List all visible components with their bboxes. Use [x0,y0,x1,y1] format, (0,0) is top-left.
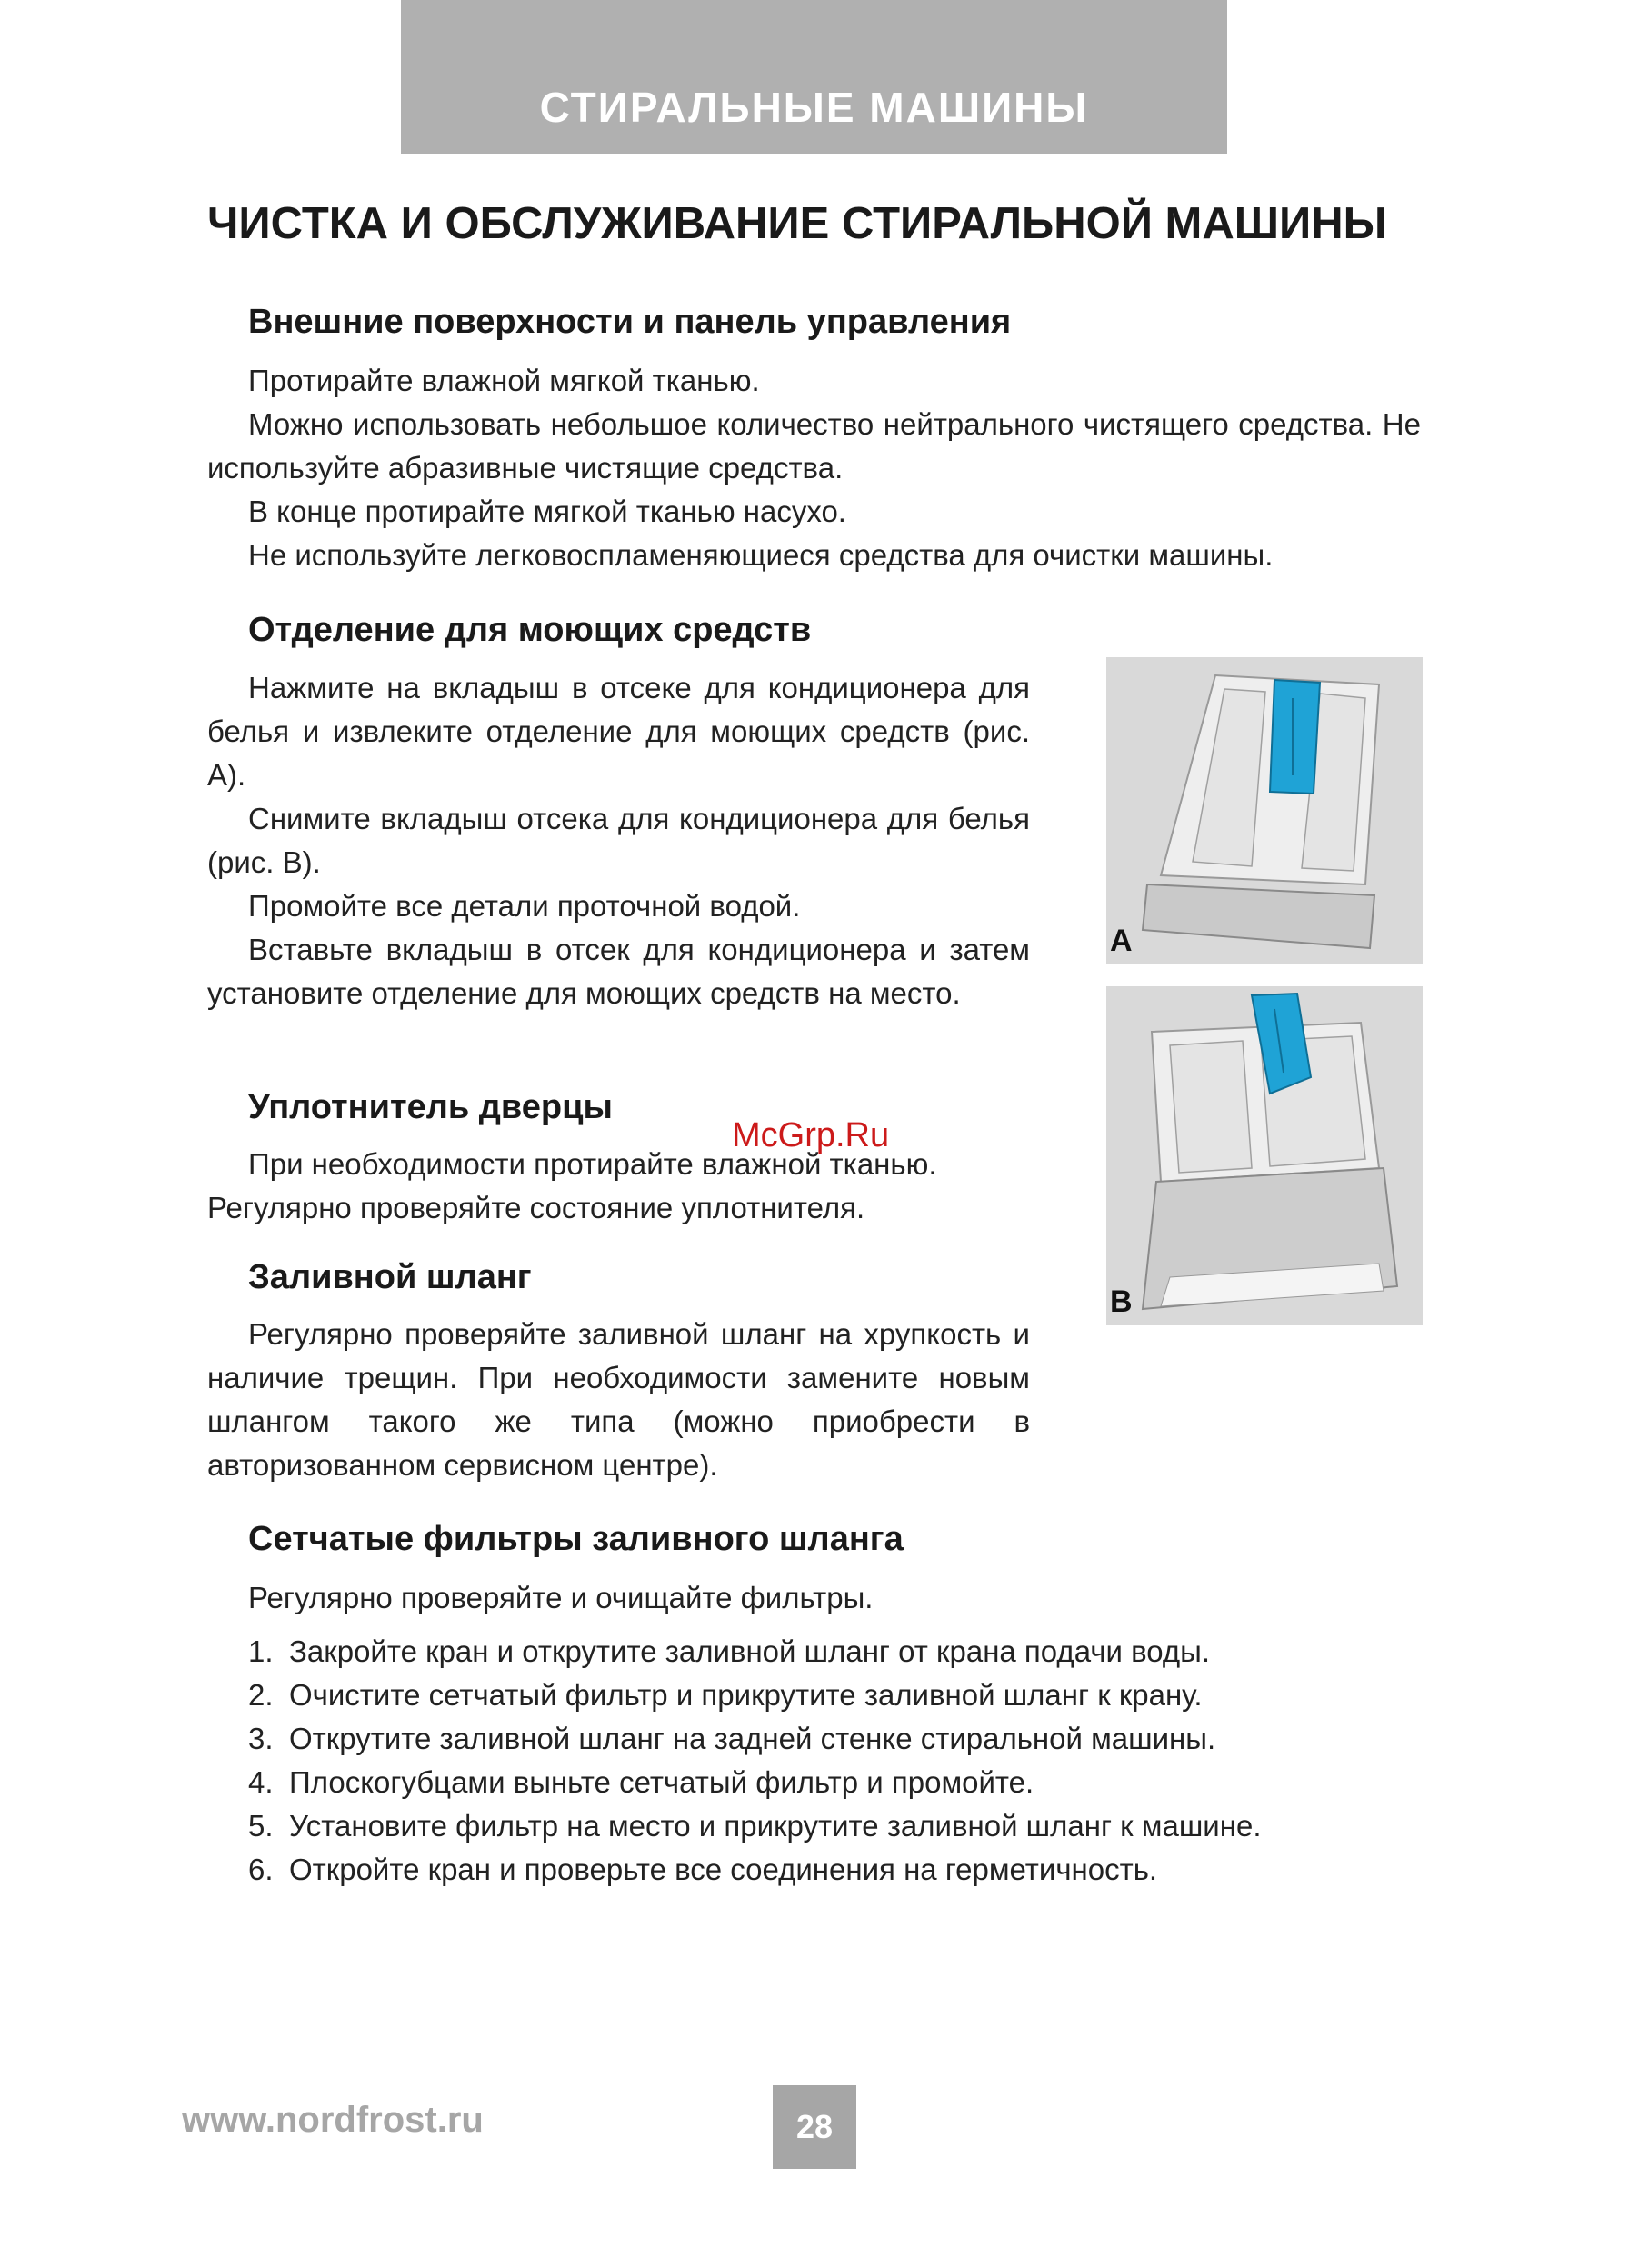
list-item: 3. Открутите заливной шланг на задней стенке стиральной машины. [248,1722,1216,1755]
section-title-filters: Сетчатые фильтры заливного шланга [248,1520,904,1558]
exterior-paragraph-3: В конце протирайте мягкой тканью насухо. [248,495,846,528]
filters-paragraph-1: Регулярно проверяйте и очищайте фильтры. [248,1581,874,1614]
detergent-paragraph-2: Снимите вкладыш отсека для кондиционера для белья (рис. В). [207,802,1030,879]
section-title-hose: Заливной шланг [248,1258,532,1296]
figure-b-label: B [1110,1284,1133,1319]
detergent-paragraph-4: Вставьте вкладыш в отсек для кондиционера и затем установите отделение для моющих средств на место. [207,933,1030,1010]
figure-b [1106,986,1423,1325]
page-title: ЧИСТКА И ОБСЛУЖИВАНИЕ СТИРАЛЬНОЙ МАШИНЫ [207,199,1387,248]
list-item: 4. Плоскогубцами выньте сетчатый фильтр и промойте. [248,1765,1034,1799]
dispenser-drawer-illustration-a [1106,657,1423,964]
exterior-paragraph-4: Не используйте легковоспламеняющиеся средства для очистки машины. [248,538,1274,572]
detergent-paragraph-3: Промойте все детали проточной водой. [248,889,801,923]
filters-steps-list [248,1630,1262,1892]
header-band-text: СТИРАЛЬНЫЕ МАШИНЫ [539,84,1089,131]
figure-a-label: A [1110,924,1133,958]
exterior-paragraph-1: Протирайте влажной мягкой тканью. [248,364,760,397]
hose-paragraph-1: Регулярно проверяйте заливной шланг на хрупкость и наличие трещин. При необходимости замените новым шлангом такого же типа (можно приобрести в авторизованном сервисном центре). [207,1317,1030,1482]
page-number: 28 [773,2085,856,2169]
header-band [401,0,1227,154]
exterior-paragraph-2: Можно использовать небольшое количество нейтрального чистящего средства. Не используйте абразивные чистящие средства. [207,407,1421,485]
section-title-seal: Уплотнитель дверцы [248,1088,613,1126]
footer-url: www.nordfrost.ru [182,2100,484,2140]
dispenser-drawer-illustration-b [1106,986,1423,1325]
seal-paragraph-1: При необходимости протирайте влажной тканью. Регулярно проверяйте состояние уплотнителя. [207,1147,937,1224]
list-item: 5. Установите фильтр на место и прикрутите заливной шланг к машине. [248,1809,1262,1843]
detergent-paragraph-1: Нажмите на вкладыш в отсеке для кондиционера для белья и извлеките отделение для моющих средств (рис. А). [207,671,1030,792]
list-item: 1. Закройте кран и открутите заливной шланг от крана подачи воды. [248,1634,1211,1668]
section-title-detergent: Отделение для моющих средств [248,611,812,649]
section-title-exterior: Внешние поверхности и панель управления [248,303,1012,341]
list-item: 6. Откройте кран и проверьте все соединения на герметичность. [248,1853,1158,1886]
watermark: McGrp.Ru [732,1116,890,1154]
figure-a [1106,657,1423,964]
list-item: 2. Очистите сетчатый фильтр и прикрутите заливной шланг к крану. [248,1678,1203,1712]
